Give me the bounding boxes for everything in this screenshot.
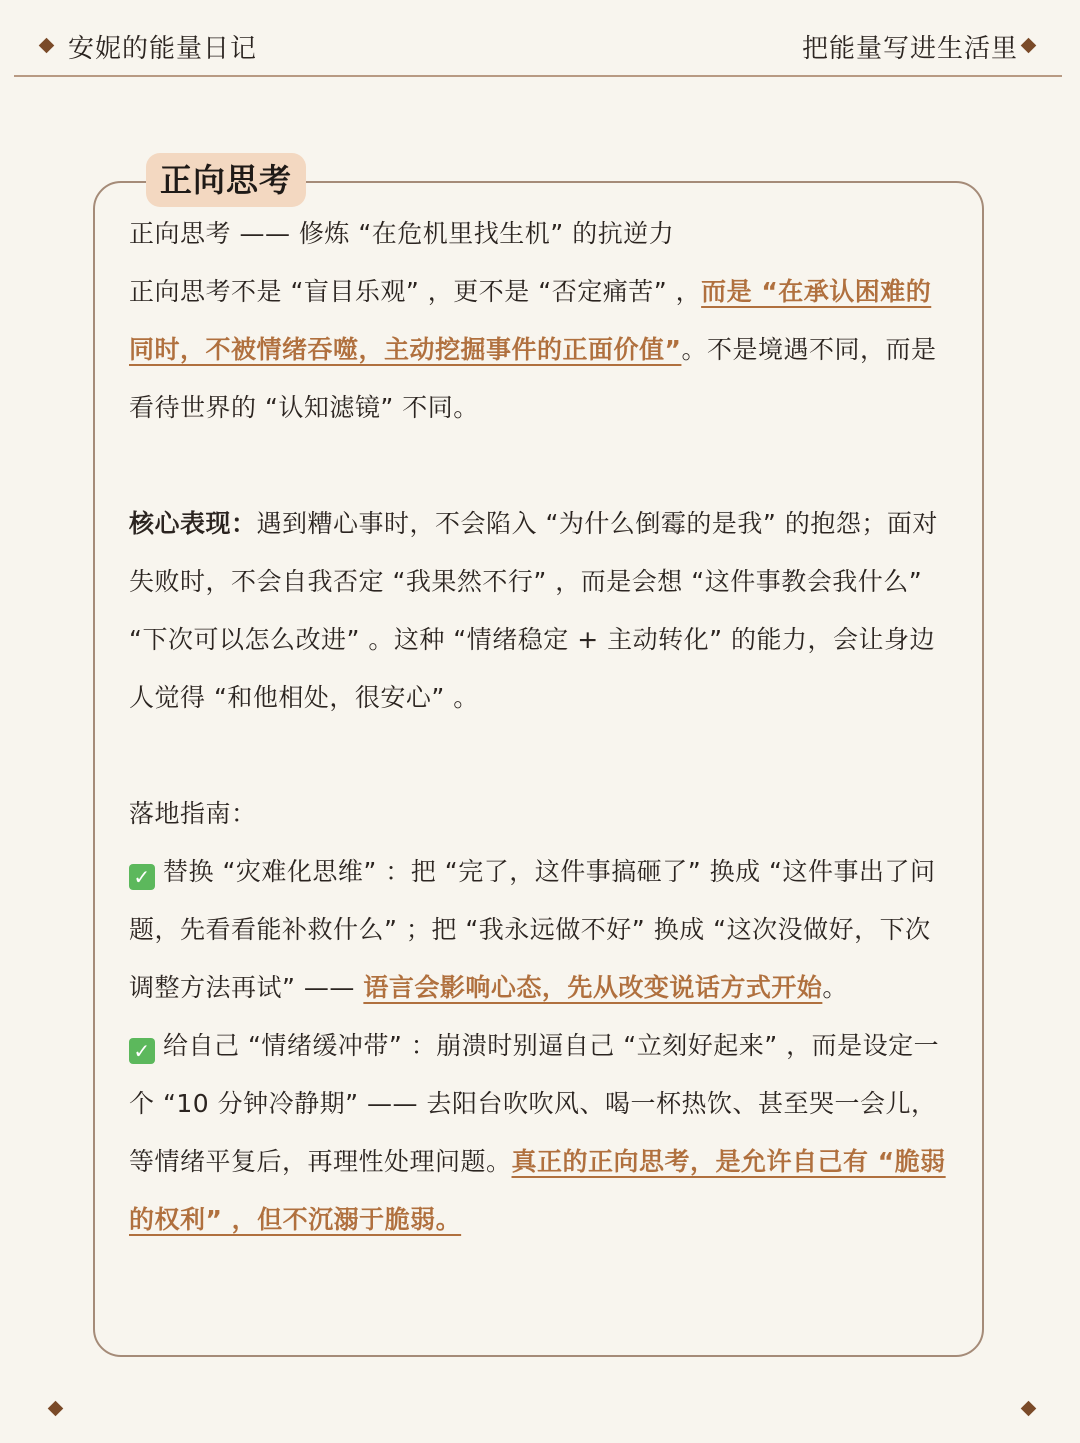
intro-line: 正向思考 —— 修炼 “在危机里找生机” 的抗逆力 — [129, 219, 675, 248]
core-paragraph — [129, 495, 954, 727]
diamond-icon — [48, 1401, 64, 1417]
intro-paragraph — [129, 263, 954, 437]
intro-text-b: 。不是境遇不同，而是看待世界的 “认知滤镜” 不同。 — [129, 335, 937, 422]
guide-item-highlight: 语言会影响心态，先从改变说话方式开始 — [363, 973, 823, 1002]
header-right-title: 把能量写进生活里 — [801, 34, 1018, 64]
guide-item-text: 给自己 “情绪缓冲带” ：崩溃时别逼自己 “立刻好起来” ，而是设定一个 “10 分钟冷静期” —— 去阳台吹吹风、喝一杯热饮、甚至哭一会儿，等情绪平复后，再理性处理问题。 — [129, 1031, 940, 1176]
intro-text-a: 正向思考不是 “盲目乐观” ，更不是 “否定痛苦” ， — [129, 277, 702, 306]
checkbox-icon: ✓ — [129, 864, 155, 890]
diamond-icon — [1021, 1401, 1037, 1417]
article-body — [129, 205, 954, 1249]
core-text: 遇到糟心事时，不会陷入 “为什么倒霉的是我” 的抱怨；面对失败时，不会自我否定 “我果然不行” ，而是会想 “这件事教会我什么” “下次可以怎么改进” 。这种 “情绪稳定 + 主动转化” 的能力，会让身边人觉得 “和他相处，很安心” 。 — [129, 509, 938, 712]
guide-item-tail: 。 — [822, 973, 848, 1002]
intro-highlight: 而是 “在承认困难的同时，不被情绪吞噬，主动挖掘事件的正面价值” — [129, 277, 932, 364]
guide-item-text: 替换 “灾难化思维” ：把 “完了，这件事搞砸了” 换成 “这件事出了问题，先看看能补救什么” ；把 “我永远做不好” 换成 “这次没做好，下次调整方法再试” —— — [129, 857, 936, 1002]
core-label: 核心表现： — [129, 509, 257, 538]
section-tag: 正向思考 — [146, 153, 306, 207]
checkbox-icon: ✓ — [129, 1038, 155, 1064]
guide-title: 落地指南： — [129, 799, 257, 828]
guide-item-highlight: 真正的正向思考，是允许自己有 “脆弱的权利” ，但不沉溺于脆弱。 — [129, 1147, 946, 1234]
header-left-title: 安妮的能量日记 — [68, 34, 258, 64]
guide-item — [129, 1017, 954, 1249]
guide-item — [129, 843, 954, 1017]
